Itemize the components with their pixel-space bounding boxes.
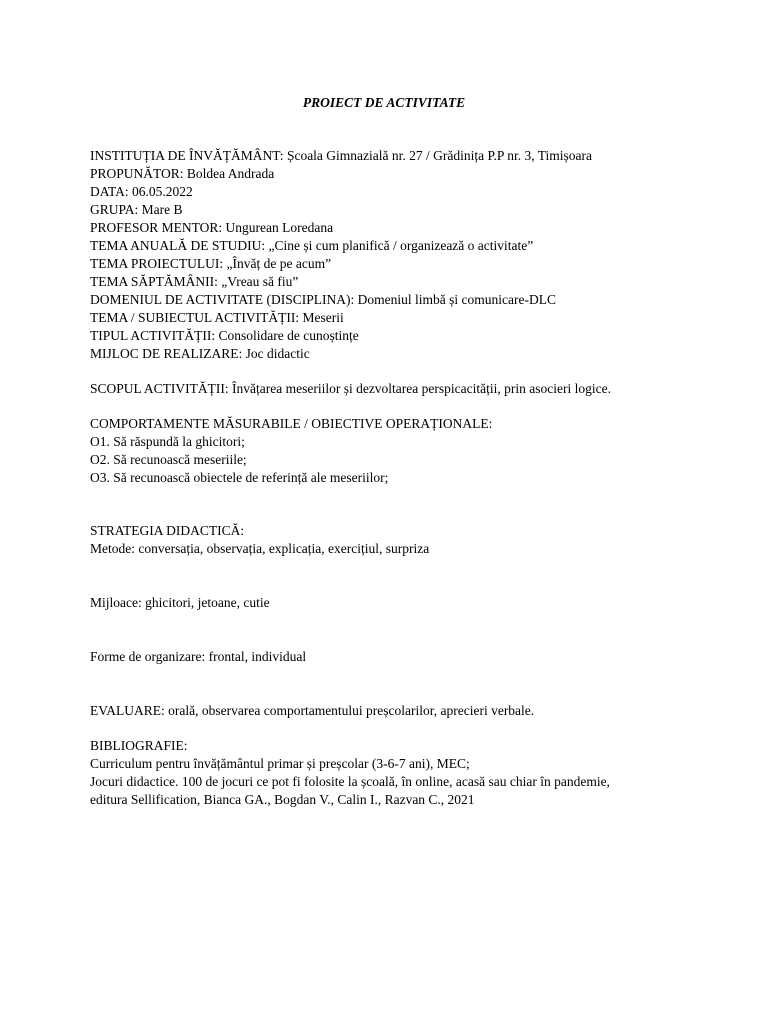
obiective-heading: COMPORTAMENTE MĂSURABILE / OBIECTIVE OPERAȚIONALE: [90,416,493,431]
obiectiv-item: O3. Să recunoască obiectele de referință ale meseriilor; [90,470,389,485]
field-data: DATA: 06.05.2022 [90,184,193,199]
field-tema-anuala: TEMA ANUALĂ DE STUDIU: „Cine și cum planifică / organizează o activitate” [90,238,534,253]
section-strategia [90,522,750,666]
bibliografie-item: Jocuri didactice. 100 de jocuri ce pot fi folosite la școală, în online, acasă sau chiar în pandemie, [90,774,610,789]
section-scopul: SCOPUL ACTIVITĂȚII: Învățarea meseriilor și dezvoltarea perspicacității, prin asocieri logice. [90,381,611,396]
field-domeniul: DOMENIUL DE ACTIVITATE (DISCIPLINA): Domeniul limbă și comunicare-DLC [90,292,556,307]
strategia-mijloace: Mijloace: ghicitori, jetoane, cutie [90,595,270,610]
bibliografie-item: editura Sellification, Bianca GA., Bogdan V., Calin I., Razvan C., 2021 [90,792,475,807]
bibliografie-item: Curriculum pentru învățământul primar și preșcolar (3-6-7 ani), MEC; [90,756,470,771]
field-mijloc: MIJLOC DE REALIZARE: Joc didactic [90,346,310,361]
bibliografie-heading: BIBLIOGRAFIE: [90,738,188,753]
document-title: PROIECT DE ACTIVITATE [302,95,466,110]
obiectiv-item: O2. Să recunoască meseriile; [90,452,247,467]
header-block [90,147,750,363]
field-propunator: PROPUNĂTOR: Boldea Andrada [90,166,275,181]
document-body [90,147,750,809]
strategia-heading: STRATEGIA DIDACTICĂ: [90,523,245,538]
obiectiv-item: O1. Să răspundă la ghicitori; [90,434,245,449]
field-tipul: TIPUL ACTIVITĂȚII: Consolidare de cunoștințe [90,328,359,343]
field-tema-subiectul: TEMA / SUBIECTUL ACTIVITĂȚII: Meserii [90,310,344,325]
field-grupa: GRUPA: Mare B [90,202,183,217]
section-obiective [90,415,750,487]
section-bibliografie [90,737,750,809]
field-tema-saptamanii: TEMA SĂPTĂMÂNII: „Vreau să fiu” [90,274,299,289]
strategia-metode: Metode: conversația, observația, explicația, exercițiul, surpriza [90,541,430,556]
field-institutia: INSTITUȚIA DE ÎNVĂȚĂMÂNT: Școala Gimnazială nr. 27 / Grădinița P.P nr. 3, Timișoara [90,148,593,163]
section-evaluare: EVALUARE: orală, observarea comportamentului preșcolarilor, aprecieri verbale. [90,703,535,718]
strategia-forme: Forme de organizare: frontal, individual [90,649,307,664]
field-tema-proiectului: TEMA PROIECTULUI: „Învăț de pe acum” [90,256,332,271]
field-profesor-mentor: PROFESOR MENTOR: Ungurean Loredana [90,220,334,235]
